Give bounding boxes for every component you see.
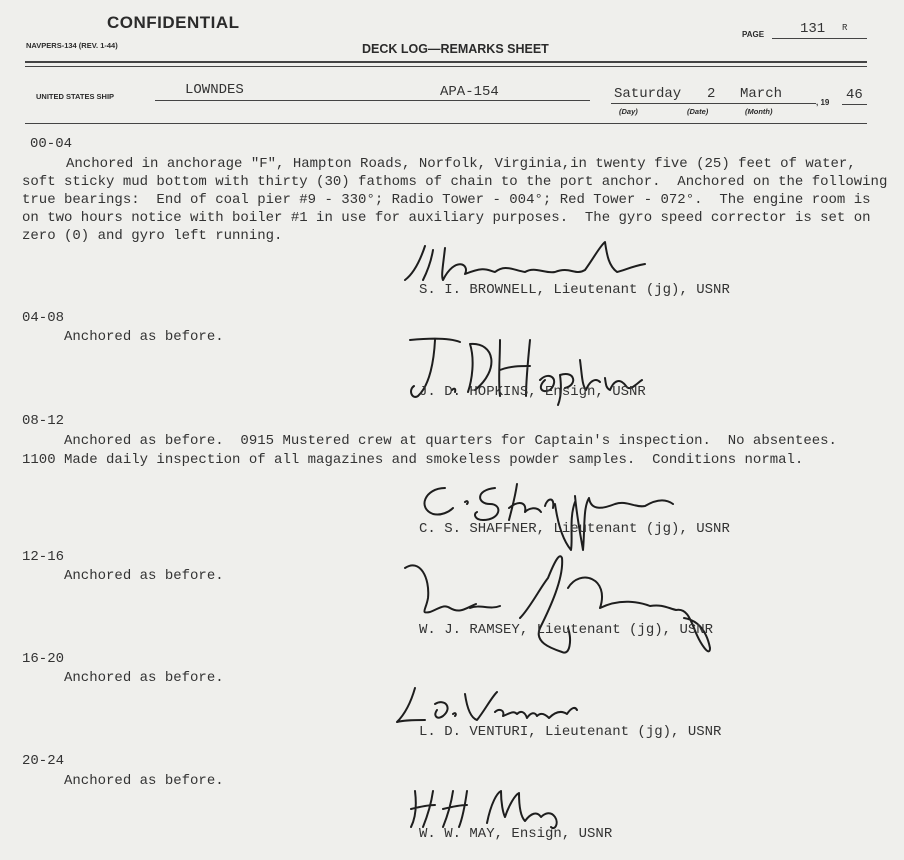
page-number-rule	[772, 38, 867, 39]
signature-block: L. D. VENTURI, Lieutenant (jg), USNR	[419, 724, 722, 740]
signature-block: J. D. HOPKINS, Ensign, USNR	[419, 384, 646, 400]
month-caption: (Month)	[745, 107, 773, 116]
log-year: 46	[846, 87, 863, 103]
log-date: 2	[707, 86, 716, 102]
signature-ramsey	[400, 548, 720, 658]
ship-name-rule	[155, 100, 590, 101]
entry-line: soft sticky mud bottom with thirty (30) fathoms of chain to the port anchor. Anchored on the following	[22, 174, 888, 190]
sheet-title: DECK LOG—REMARKS SHEET	[362, 42, 549, 56]
ship-line-rule	[25, 123, 867, 124]
date-caption: (Date)	[687, 107, 709, 116]
year-rule	[842, 104, 867, 105]
entry-line: Anchored as before.	[22, 329, 224, 345]
signature-block: S. I. BROWNELL, Lieutenant (jg), USNR	[419, 282, 730, 298]
entry-line: zero (0) and gyro left running.	[22, 228, 283, 244]
entry-line: Anchored in anchorage "F", Hampton Roads, Norfolk, Virginia,in twenty five (25) feet of water,	[24, 156, 856, 172]
header-rule-top	[25, 61, 867, 63]
entry-line: on two hours notice with boiler #1 in use for auxiliary purposes. The gyro speed corrector is set on	[22, 210, 871, 226]
signature-shaffner	[405, 478, 695, 558]
entry-line: Anchored as before.	[22, 568, 224, 584]
header-rule-bottom	[25, 66, 867, 67]
signature-block: W. J. RAMSEY, Lieutenant (jg), USNR	[419, 622, 714, 638]
entry-line: Anchored as before.	[22, 773, 224, 789]
entry-line: Anchored as before.	[22, 670, 224, 686]
page-number: 131	[800, 21, 826, 37]
entry-line: true bearings: End of coal pier #9 - 330°; Radio Tower - 004°; Red Tower - 072°. The engine room is	[22, 192, 871, 208]
page-label: PAGE	[742, 30, 765, 39]
watch-label-04-08: 04-08	[22, 310, 65, 326]
entry-line: 1100 Made daily inspection of all magazines and smokeless powder samples. Conditions normal.	[22, 452, 804, 468]
log-month: March	[740, 86, 783, 102]
date-rule	[611, 103, 816, 104]
watch-label-00-04: 00-04	[30, 136, 73, 152]
ship-name: LOWNDES	[185, 82, 244, 98]
signature-block: W. W. MAY, Ensign, USNR	[419, 826, 613, 842]
hull-number: APA-154	[440, 84, 499, 100]
log-day: Saturday	[614, 86, 682, 102]
form-number: NAVPERS-134 (REV. 1-44)	[26, 41, 118, 50]
entry-line: Anchored as before. 0915 Mustered crew at quarters for Captain's inspection. No absentees.	[22, 433, 837, 449]
watch-label-08-12: 08-12	[22, 413, 65, 429]
classification-label: CONFIDENTIAL	[107, 13, 240, 32]
watch-label-12-16: 12-16	[22, 549, 65, 565]
page-suffix: R	[842, 23, 848, 33]
watch-label-16-20: 16-20	[22, 651, 65, 667]
ship-label: UNITED STATES SHIP	[36, 92, 115, 101]
day-caption: (Day)	[619, 107, 638, 116]
signature-block: C. S. SHAFFNER, Lieutenant (jg), USNR	[419, 521, 730, 537]
watch-label-20-24: 20-24	[22, 753, 65, 769]
year-prefix: , 19	[816, 98, 830, 107]
